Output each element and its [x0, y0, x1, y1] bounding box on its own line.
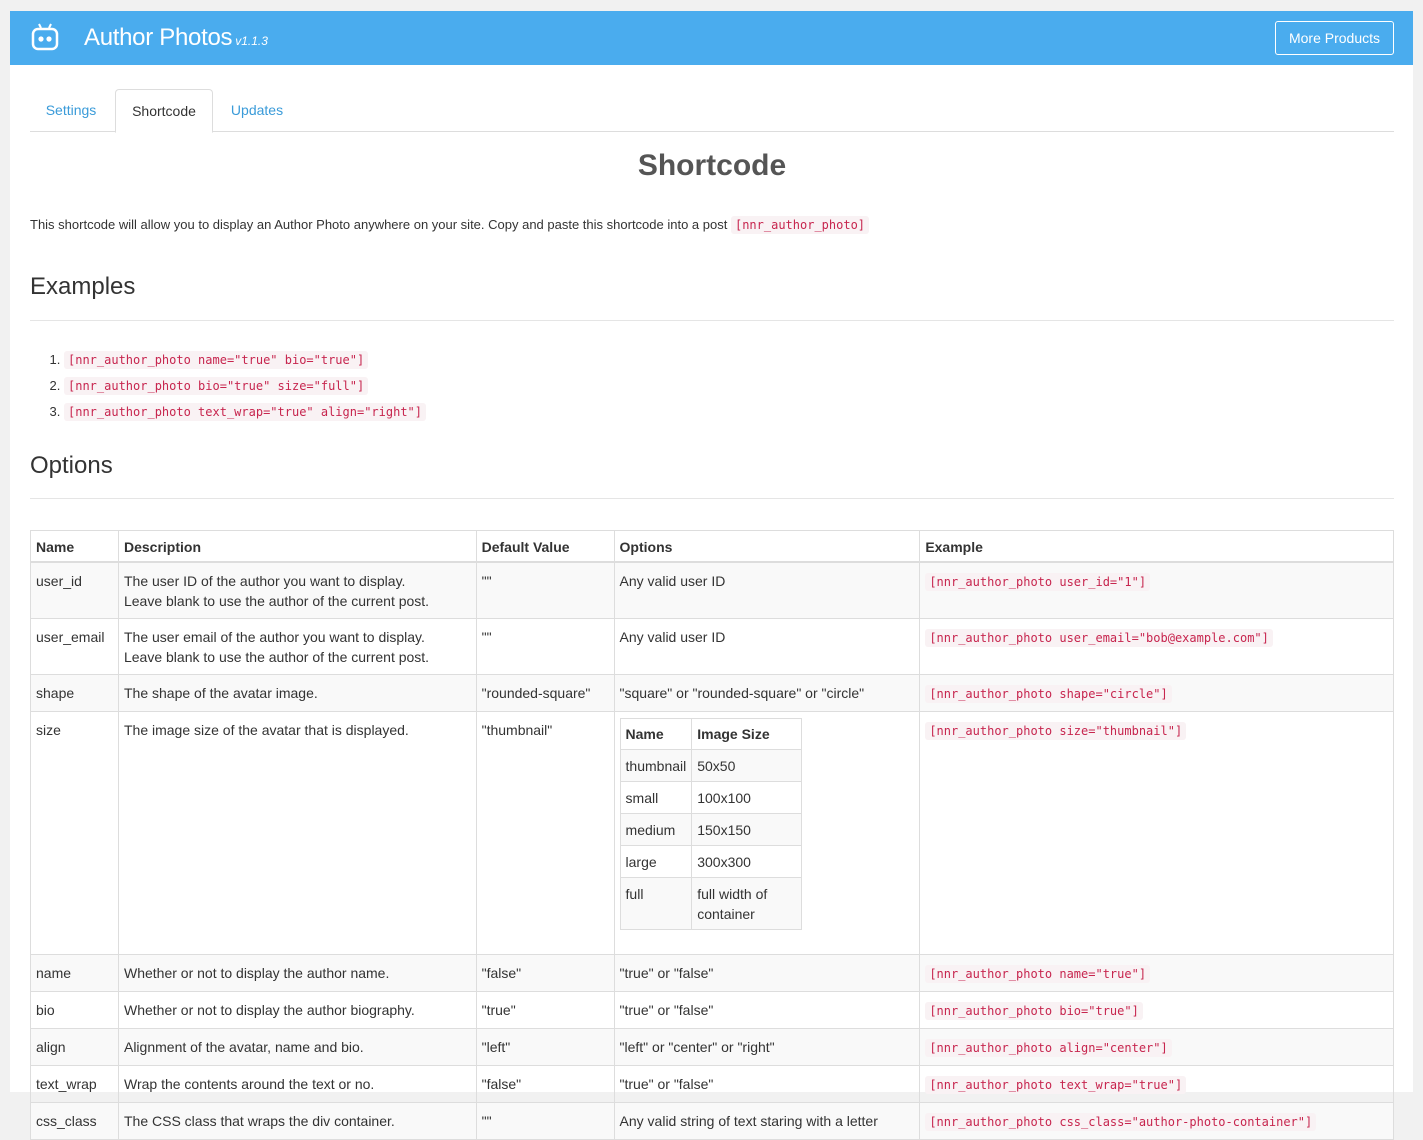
list-item — [64, 402, 426, 428]
table-row — [620, 846, 802, 878]
column-header: Name — [620, 719, 692, 750]
column-header: Default Value — [476, 531, 614, 563]
intro-shortcode: [nnr_author_photo] — [731, 216, 869, 234]
column-header: Options — [614, 531, 920, 563]
option-values: Any valid string of text staring with a letter — [614, 1103, 920, 1140]
table-row — [31, 1103, 1394, 1140]
option-description — [118, 619, 476, 675]
option-description: Whether or not to display the author biography. — [118, 992, 476, 1029]
size-value: full width of container — [692, 878, 802, 930]
example-code: [nnr_author_photo bio="true" size="full"] — [64, 377, 368, 395]
table-row — [31, 675, 1394, 712]
option-name: shape — [31, 675, 119, 712]
example-code: [nnr_author_photo name="true" bio="true"] — [64, 351, 368, 369]
table-row — [620, 814, 802, 846]
table-row — [31, 619, 1394, 675]
main-content — [30, 89, 1394, 1129]
option-values: Any valid user ID — [614, 619, 920, 675]
admin-page — [10, 11, 1413, 1129]
app-title — [84, 24, 268, 52]
options-divider — [30, 498, 1394, 499]
option-description: The shape of the avatar image. — [118, 675, 476, 712]
column-header: Name — [31, 531, 119, 563]
examples-divider — [30, 320, 1394, 321]
table-header-row — [31, 531, 1394, 563]
option-example — [920, 619, 1394, 675]
table-row — [620, 782, 802, 814]
option-default: "" — [476, 619, 614, 675]
option-name: user_id — [31, 562, 119, 619]
column-header: Description — [118, 531, 476, 563]
table-row — [620, 750, 802, 782]
size-name: small — [620, 782, 692, 814]
option-default: "thumbnail" — [476, 712, 614, 955]
example-code: [nnr_author_photo text_wrap="true"] — [925, 1076, 1186, 1094]
list-item — [64, 376, 426, 402]
example-code: [nnr_author_photo user_email="bob@example.com"] — [925, 629, 1273, 647]
option-description — [118, 562, 476, 619]
table-row — [31, 712, 1394, 955]
description-line: The user email of the author you want to display. — [123, 629, 425, 645]
option-name: text_wrap — [31, 1066, 119, 1103]
robot-logo-icon — [30, 22, 60, 52]
size-name: full — [620, 878, 692, 930]
table-row — [31, 1029, 1394, 1066]
option-values: Any valid user ID — [614, 562, 920, 619]
table-row — [31, 955, 1394, 992]
option-values: "true" or "false" — [614, 992, 920, 1029]
size-name: medium — [620, 814, 692, 846]
size-value: 100x100 — [692, 782, 802, 814]
option-default: "rounded-square" — [476, 675, 614, 712]
table-row — [31, 1066, 1394, 1103]
option-values: "true" or "false" — [614, 1066, 920, 1103]
tab-shortcode[interactable]: Shortcode — [115, 89, 213, 133]
example-code: [nnr_author_photo text_wrap="true" align="right"] — [64, 403, 426, 421]
table-row — [31, 562, 1394, 619]
size-name: thumbnail — [620, 750, 692, 782]
column-header: Image Size — [692, 719, 802, 750]
image-size-table — [620, 718, 803, 930]
table-row — [620, 878, 802, 930]
option-name: bio — [31, 992, 119, 1029]
option-default: "left" — [476, 1029, 614, 1066]
list-item — [64, 350, 426, 376]
size-value: 150x150 — [692, 814, 802, 846]
example-code: [nnr_author_photo name="true"] — [925, 965, 1150, 983]
option-description: Alignment of the avatar, name and bio. — [118, 1029, 476, 1066]
option-example — [920, 712, 1394, 955]
intro-paragraph — [30, 217, 869, 232]
option-description: The CSS class that wraps the div container. — [118, 1103, 476, 1140]
tab-updates[interactable]: Updates — [230, 102, 284, 118]
example-code: [nnr_author_photo size="thumbnail"] — [925, 722, 1186, 740]
example-code: [nnr_author_photo align="center"] — [925, 1039, 1171, 1057]
option-example — [920, 1066, 1394, 1103]
option-name: align — [31, 1029, 119, 1066]
option-example — [920, 1029, 1394, 1066]
intro-text: This shortcode will allow you to display an Author Photo anywhere on your site. Copy and paste this shortcode into a post — [30, 217, 728, 232]
option-default: "" — [476, 1103, 614, 1140]
option-example — [920, 675, 1394, 712]
size-value: 50x50 — [692, 750, 802, 782]
option-example — [920, 955, 1394, 992]
option-name: name — [31, 955, 119, 992]
option-default: "false" — [476, 1066, 614, 1103]
option-values — [614, 712, 920, 955]
examples-list — [30, 350, 426, 428]
option-default: "true" — [476, 992, 614, 1029]
options-table — [30, 530, 1394, 1140]
examples-heading: Examples — [30, 273, 136, 300]
option-values: "square" or "rounded-square" or "circle" — [614, 675, 920, 712]
tab-settings[interactable]: Settings — [45, 102, 97, 118]
option-name: size — [31, 712, 119, 955]
more-products-button[interactable]: More Products — [1275, 21, 1394, 55]
example-code: [nnr_author_photo shape="circle"] — [925, 685, 1171, 703]
option-description: Wrap the contents around the text or no. — [118, 1066, 476, 1103]
example-code: [nnr_author_photo user_id="1"] — [925, 573, 1150, 591]
table-header-row — [620, 719, 802, 750]
option-description: The image size of the avatar that is displayed. — [118, 712, 476, 955]
example-code: [nnr_author_photo css_class="author-photo-container"] — [925, 1113, 1316, 1131]
option-default: "false" — [476, 955, 614, 992]
option-example — [920, 562, 1394, 619]
option-default: "" — [476, 562, 614, 619]
description-line: The user ID of the author you want to display. — [123, 573, 406, 589]
option-example — [920, 1103, 1394, 1140]
column-header: Example — [920, 531, 1394, 563]
option-example — [920, 992, 1394, 1029]
description-line: Leave blank to use the author of the current post. — [123, 649, 430, 665]
option-values: "true" or "false" — [614, 955, 920, 992]
table-row — [31, 992, 1394, 1029]
option-description: Whether or not to display the author name. — [118, 955, 476, 992]
page-title: Shortcode — [637, 149, 787, 182]
example-code: [nnr_author_photo bio="true"] — [925, 1002, 1143, 1020]
option-name: css_class — [31, 1103, 119, 1140]
description-line: Leave blank to use the author of the current post. — [123, 593, 430, 609]
tab-bar — [30, 89, 1394, 132]
options-heading: Options — [30, 452, 113, 479]
app-name: Author Photos — [84, 24, 233, 51]
option-values: "left" or "center" or "right" — [614, 1029, 920, 1066]
app-version: v1.1.3 — [235, 34, 268, 48]
header-bar — [10, 11, 1413, 65]
option-name: user_email — [31, 619, 119, 675]
size-name: large — [620, 846, 692, 878]
size-value: 300x300 — [692, 846, 802, 878]
